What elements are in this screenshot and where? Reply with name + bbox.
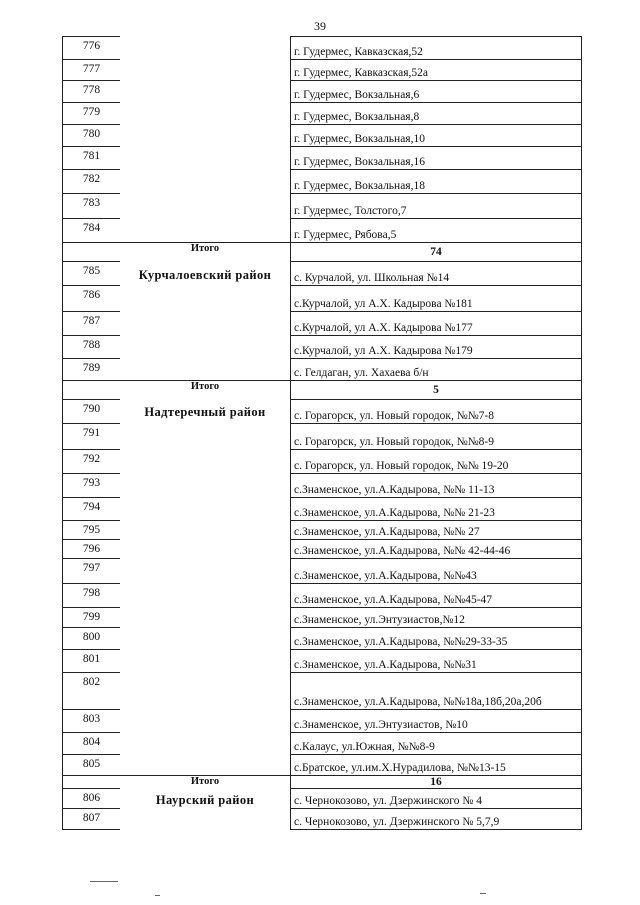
scan-artifact <box>90 881 118 882</box>
row-number: 798 <box>62 583 120 607</box>
total-label: Итого <box>120 380 290 399</box>
district-nadterechny: Надтеречный район <box>144 405 266 419</box>
table-row <box>0 449 640 473</box>
row-number: 785 <box>62 261 120 285</box>
table-row <box>0 36 640 59</box>
row-number: 778 <box>62 80 120 102</box>
row-address: с.Знаменское, ул.А.Кадырова, №№ 21-23 <box>290 497 582 520</box>
row-address: г. Гудермес, Вокзальная,18 <box>290 169 582 193</box>
table-row <box>0 146 640 169</box>
table-row <box>0 709 640 732</box>
row-number: 782 <box>62 169 120 193</box>
row-address: с.Братское, ул.им.Х.Нурадилова, №№13-15 <box>290 754 582 775</box>
table-row <box>0 218 640 242</box>
row-address: с.Курчалой, ул А.Х. Кадырова №177 <box>290 311 582 335</box>
table-row <box>0 124 640 146</box>
row-number: 777 <box>62 59 120 80</box>
table-row <box>0 358 640 380</box>
row-address: с.Знаменское, ул.А.Кадырова, №№ 11-13 <box>290 473 582 497</box>
table-row <box>0 193 640 218</box>
row-address: с.Знаменское, ул.Энтузиастов, №10 <box>290 709 582 732</box>
table-row <box>0 285 640 311</box>
total-value: 5 <box>290 380 582 399</box>
row-number: 792 <box>62 449 120 473</box>
table-row <box>0 808 640 829</box>
page-number: 39 <box>314 19 326 33</box>
table-row <box>0 261 640 285</box>
table-row <box>0 80 640 102</box>
row-number: 779 <box>62 102 120 124</box>
row-number: 787 <box>62 311 120 335</box>
scan-artifact <box>480 893 486 894</box>
scan-artifact <box>155 895 160 896</box>
district-kurchaloy: Курчалоевский район <box>138 268 272 282</box>
row-number: 799 <box>62 607 120 627</box>
table-row <box>0 423 640 449</box>
table-row <box>0 649 640 672</box>
row-address: с.Калаус, ул.Южная, №№8-9 <box>290 732 582 754</box>
row-number: 793 <box>62 473 120 497</box>
row-number: 794 <box>62 497 120 520</box>
row-number: 790 <box>62 399 120 423</box>
row-address: с.Знаменское, ул.Энтузиастов,№12 <box>290 607 582 627</box>
row-address: с. Горагорск, ул. Новый городок, №№ 19-20 <box>290 449 582 473</box>
table-row <box>0 102 640 124</box>
row-address: с. Чернокозово, ул. Дзержинского № 5,7,9 <box>290 808 582 829</box>
row-number: 802 <box>62 672 120 709</box>
table-row <box>0 627 640 649</box>
table-row <box>0 672 640 709</box>
row-address: с. Горагорск, ул. Новый городок, №№7-8 <box>290 399 582 423</box>
row-address: с.Знаменское, ул.А.Кадырова, №№29-33-35 <box>290 627 582 649</box>
row-address: г. Гудермес, Вокзальная,6 <box>290 80 582 102</box>
row-number: 786 <box>62 285 120 311</box>
row-number: 788 <box>62 335 120 358</box>
table-row <box>0 788 640 808</box>
row-number: 801 <box>62 649 120 672</box>
table-row <box>0 732 640 754</box>
total-row <box>0 380 640 399</box>
table-row <box>0 473 640 497</box>
total-label: Итого <box>120 775 290 788</box>
row-address: с. Гелдаган, ул. Хахаева б/н <box>290 358 582 380</box>
row-number: 797 <box>62 558 120 583</box>
row-address: с.Знаменское, ул.А.Кадырова, №№18а,18б,20а,20б <box>290 672 582 709</box>
table-row <box>0 539 640 558</box>
table-row <box>0 335 640 358</box>
row-number: 795 <box>62 520 120 539</box>
row-number: 804 <box>62 732 120 754</box>
row-address: с.Знаменское, ул.А.Кадырова, №№43 <box>290 558 582 583</box>
total-row <box>0 242 640 261</box>
row-address: с. Горагорск, ул. Новый городок, №№8-9 <box>290 423 582 449</box>
row-number: 806 <box>62 788 120 808</box>
table-row <box>0 311 640 335</box>
table-row <box>0 558 640 583</box>
row-address: с. Чернокозово, ул. Дзержинского № 4 <box>290 788 582 808</box>
row-number: 783 <box>62 193 120 218</box>
total-value: 16 <box>290 775 582 788</box>
table-row <box>0 520 640 539</box>
row-address: с.Знаменское, ул.А.Кадырова, №№ 42-44-46 <box>290 539 582 558</box>
row-number: 781 <box>62 146 120 169</box>
table-row <box>0 399 640 423</box>
row-number: 791 <box>62 423 120 449</box>
row-address: с. Курчалой, ул. Школьная №14 <box>290 261 582 285</box>
table-row <box>0 169 640 193</box>
row-number: 807 <box>62 808 120 829</box>
row-address: с.Знаменское, ул.А.Кадырова, №№45-47 <box>290 583 582 607</box>
row-number: 780 <box>62 124 120 146</box>
row-address: с.Курчалой, ул А.Х. Кадырова №179 <box>290 335 582 358</box>
total-num-empty <box>62 242 120 261</box>
table-row <box>0 497 640 520</box>
table-row <box>0 583 640 607</box>
row-address: г. Гудермес, Кавказская,52а <box>290 59 582 80</box>
table-row <box>0 754 640 775</box>
table-row <box>0 607 640 627</box>
row-address: г. Гудермес, Рябова,5 <box>290 218 582 242</box>
row-address: г. Гудермес, Вокзальная,8 <box>290 102 582 124</box>
row-number: 800 <box>62 627 120 649</box>
row-address: г. Гудермес, Вокзальная,16 <box>290 146 582 169</box>
table-row <box>0 59 640 80</box>
row-number: 803 <box>62 709 120 732</box>
row-number: 805 <box>62 754 120 775</box>
row-address: с.Знаменское, ул.А.Кадырова, №№ 27 <box>290 520 582 539</box>
total-num-empty <box>62 380 120 399</box>
row-address: г. Гудермес, Кавказская,52 <box>290 36 582 59</box>
row-address: г. Гудермес, Толстого,7 <box>290 193 582 218</box>
total-label: Итого <box>120 242 290 261</box>
total-value: 74 <box>290 242 582 261</box>
row-number: 784 <box>62 218 120 242</box>
row-number: 796 <box>62 539 120 558</box>
row-address: с.Курчалой, ул А.Х. Кадырова №181 <box>290 285 582 311</box>
total-row <box>0 775 640 788</box>
district-naursky: Наурский район <box>155 793 255 807</box>
row-address: с.Знаменское, ул.А.Кадырова, №№31 <box>290 649 582 672</box>
row-address: г. Гудермес, Вокзальная,10 <box>290 124 582 146</box>
total-num-empty <box>62 775 120 788</box>
row-number: 776 <box>62 36 120 59</box>
row-number: 789 <box>62 358 120 380</box>
